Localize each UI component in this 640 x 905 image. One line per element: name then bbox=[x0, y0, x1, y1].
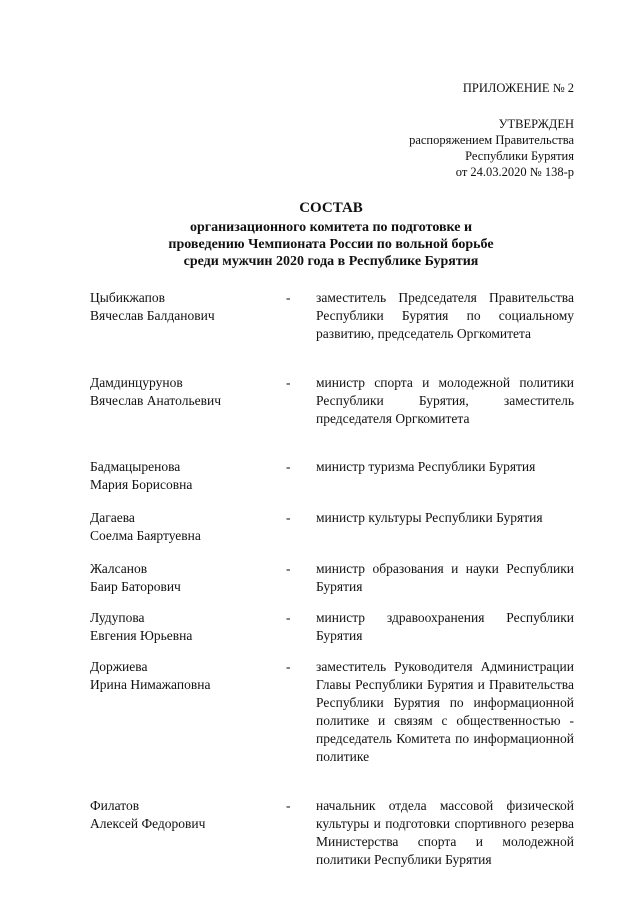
member-dash: - bbox=[286, 561, 291, 576]
title-line-2: проведению Чемпионата России по вольной борьбе bbox=[168, 237, 494, 252]
member-surname: Дамдинцурунов bbox=[90, 375, 183, 390]
member-role: министр туризма Республики Бурятия bbox=[316, 459, 536, 474]
member-dash: - bbox=[286, 375, 291, 390]
approved-by-line-2: Республики Бурятия bbox=[465, 149, 574, 163]
member-role: министр образования и науки Республики Бурятия bbox=[316, 561, 574, 594]
title-line-3: среди мужчин 2020 года в Республике Бурятия bbox=[183, 254, 479, 269]
member-given-name: Соелма Баяртуевна bbox=[90, 528, 201, 543]
member-surname: Жалсанов bbox=[90, 561, 148, 576]
member-given-name: Евгения Юрьевна bbox=[90, 628, 193, 643]
member-name bbox=[90, 509, 286, 545]
member-role: министр культуры Республики Бурятия bbox=[316, 510, 543, 525]
member-surname: Лудупова bbox=[90, 610, 145, 625]
member-row bbox=[90, 458, 574, 494]
member-name bbox=[90, 458, 286, 494]
member-name bbox=[90, 658, 286, 766]
member-name bbox=[90, 609, 286, 645]
approved-date: от 24.03.2020 № 138-р bbox=[455, 165, 574, 179]
member-given-name: Ирина Нимажаповна bbox=[90, 677, 211, 692]
member-surname: Цыбикжапов bbox=[90, 290, 165, 305]
member-given-name: Вячеслав Анатольевич bbox=[90, 393, 221, 408]
document-title bbox=[90, 200, 572, 270]
member-role: начальник отдела массовой физической культуры и подготовки спортивного резерва Министерства спорта и молодежной политики Республики Бурятия bbox=[316, 798, 574, 867]
member-given-name: Алексей Федорович bbox=[90, 816, 206, 831]
member-surname: Бадмацыренова bbox=[90, 459, 181, 474]
member-surname: Доржиева bbox=[90, 659, 148, 674]
member-role: заместитель Председателя Правительства Республики Бурятия по социальному развитию, председатель Оргкомитета bbox=[316, 290, 574, 341]
member-dash: - bbox=[286, 510, 291, 525]
title-main: СОСТАВ bbox=[299, 200, 363, 216]
member-name bbox=[90, 289, 286, 343]
member-name bbox=[90, 374, 286, 428]
member-dash: - bbox=[286, 610, 291, 625]
member-name bbox=[90, 560, 286, 596]
member-role: министр спорта и молодежной политики Республики Бурятия, заместитель председателя Оргкомитета bbox=[316, 375, 574, 426]
member-row bbox=[90, 658, 574, 766]
member-row bbox=[90, 797, 574, 869]
approved-by-line-1: распоряжением Правительства bbox=[409, 133, 574, 147]
member-dash: - bbox=[286, 659, 291, 674]
approval-block bbox=[409, 80, 574, 180]
appendix-number: ПРИЛОЖЕНИЕ № 2 bbox=[462, 81, 574, 95]
member-name bbox=[90, 797, 286, 869]
member-surname: Дагаева bbox=[90, 510, 135, 525]
member-dash: - bbox=[286, 798, 291, 813]
title-line-1: организационного комитета по подготовке и bbox=[189, 220, 473, 235]
member-dash: - bbox=[286, 459, 291, 474]
member-list bbox=[90, 289, 574, 869]
member-row bbox=[90, 289, 574, 343]
member-given-name: Мария Борисовна bbox=[90, 477, 193, 492]
member-dash: - bbox=[286, 290, 291, 305]
member-row bbox=[90, 609, 574, 645]
member-given-name: Вячеслав Балданович bbox=[90, 308, 215, 323]
member-role: министр здравоохранения Республики Бурятия bbox=[316, 610, 574, 643]
member-row bbox=[90, 560, 574, 596]
approved-label: УТВЕРЖДЕН bbox=[498, 117, 574, 131]
member-given-name: Баир Баторович bbox=[90, 579, 181, 594]
member-role: заместитель Руководителя Администрации Главы Республики Бурятия и Правительства Республики Бурятия по информационной политике и связям с общественностью - председатель Комитета по информационной политике bbox=[316, 659, 574, 764]
member-surname: Филатов bbox=[90, 798, 140, 813]
member-row bbox=[90, 509, 574, 545]
member-row bbox=[90, 374, 574, 428]
